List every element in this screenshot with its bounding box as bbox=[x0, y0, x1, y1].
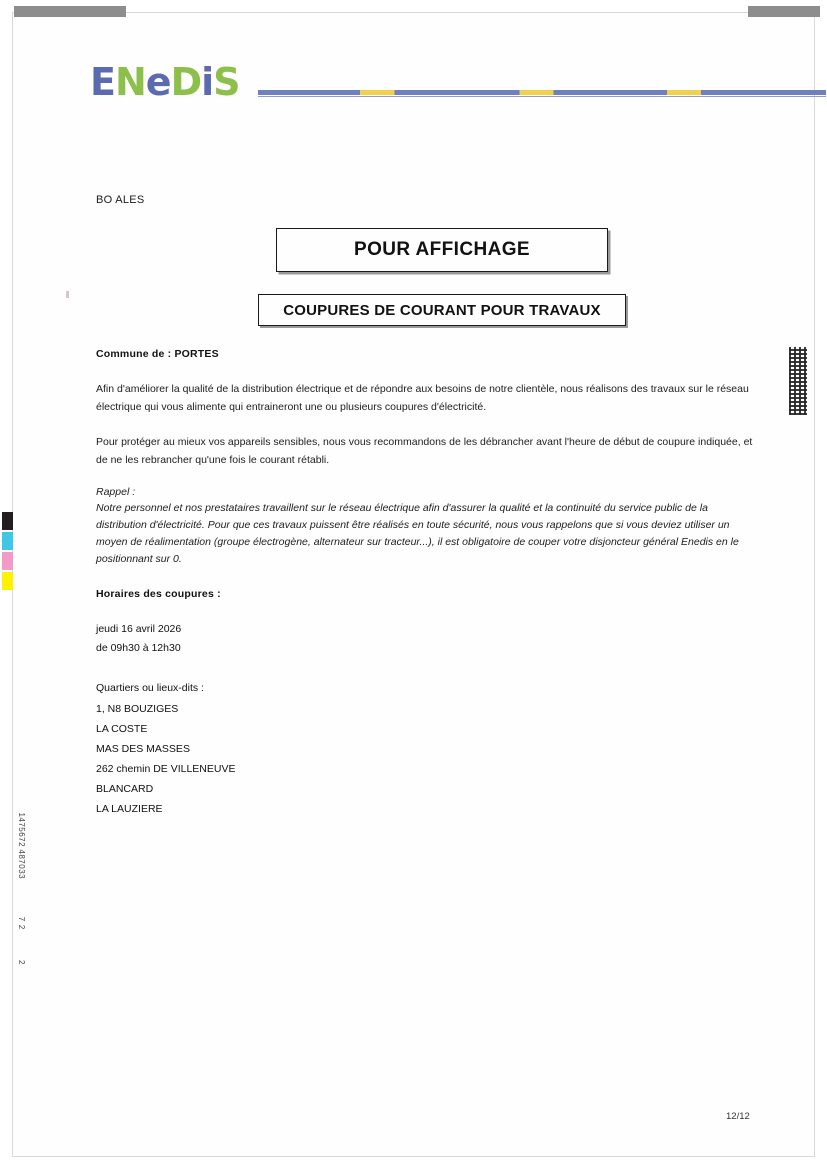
color-calibration-bar-yellow bbox=[2, 572, 13, 590]
schedule-date: jeudi 16 avril 2026 bbox=[96, 622, 182, 635]
rappel-text: Notre personnel et nos prestataires travaillent sur le réseau électrique afin d'assurer la qualité et la continuité du service public de la distribution d'électricité. Pour que ces travaux puissent être réalisés en toute sécurité, nous vous rappelons que si vous deviez utiliser un moyen de réalimentation (groupe électrogène, alternateur sur tracteur...), il est obligatoire de couper votre disjoncteur général Enedis en le positionnant sur 0. bbox=[96, 501, 739, 565]
page-subtitle: COUPURES DE COURANT POUR TRAVAUX bbox=[283, 301, 601, 319]
logo-letter-e: E bbox=[90, 60, 115, 104]
title-box bbox=[276, 228, 608, 272]
logo-letter-n: N bbox=[114, 60, 146, 104]
logo-letter-e2: e bbox=[145, 60, 171, 104]
document-body bbox=[96, 348, 760, 820]
scan-side-code-3: 2 bbox=[17, 924, 26, 930]
paragraph-intro: Afin d'améliorer la qualité de la distribution électrique et de répondre aux besoins de notre clientèle, nous réalisons des travaux sur le réseau électrique qui vous alimente qui entraineront une ou plusieurs coupures d'électricité. bbox=[96, 383, 749, 414]
list-item: 1, N8 BOUZIGES bbox=[96, 703, 179, 716]
scan-side-code-1: 487033 bbox=[17, 849, 26, 880]
subtitle-box bbox=[258, 294, 626, 326]
logo-letter-s: S bbox=[213, 60, 240, 104]
page-number: 12/12 bbox=[726, 1111, 750, 1122]
areas-list bbox=[96, 700, 760, 820]
header-thin-rule bbox=[258, 96, 826, 97]
scan-side-code-4: 7 bbox=[17, 917, 26, 923]
logo-letter-d: D bbox=[170, 60, 202, 104]
scan-side-code-5: 2 bbox=[17, 959, 26, 965]
list-item: LA COSTE bbox=[96, 723, 148, 736]
enedis-logo bbox=[90, 60, 240, 104]
scan-side-codes bbox=[14, 812, 36, 967]
page-title: POUR AFFICHAGE bbox=[354, 239, 530, 260]
scan-edge-artifact-left bbox=[14, 6, 126, 17]
color-calibration-bar-black bbox=[2, 512, 13, 530]
header-color-rule bbox=[258, 90, 826, 95]
rappel-heading: Rappel : bbox=[96, 485, 136, 498]
paragraph-advice: Pour protéger au mieux vos appareils sensibles, nous vous recommandons de les débrancher avant l'heure de début de coupure indiquée, et de ne les rebrancher qu'une fois le courant rétabli. bbox=[96, 435, 753, 467]
color-calibration-bar-cyan bbox=[2, 532, 13, 550]
agency-label: BO ALES bbox=[96, 194, 145, 206]
list-item: LA LAUZIERE bbox=[96, 803, 163, 816]
list-item: 262 chemin DE VILLENEUVE bbox=[96, 763, 236, 776]
logo-letter-i: i bbox=[201, 60, 214, 104]
schedule-time: de 09h30 à 12h30 bbox=[96, 641, 181, 654]
areas-heading: Quartiers ou lieux-dits : bbox=[96, 682, 204, 695]
scan-edge-artifact-right bbox=[748, 6, 820, 17]
scan-smudge-artifact bbox=[66, 291, 69, 298]
list-item: BLANCARD bbox=[96, 783, 154, 796]
barcode-icon bbox=[789, 347, 807, 415]
schedule-heading: Horaires des coupures : bbox=[96, 587, 221, 600]
color-calibration-bar-magenta bbox=[2, 552, 13, 570]
scan-side-code-2: 1475672 bbox=[17, 812, 26, 847]
list-item: MAS DES MASSES bbox=[96, 743, 190, 756]
commune-line: Commune de : PORTES bbox=[96, 348, 219, 360]
